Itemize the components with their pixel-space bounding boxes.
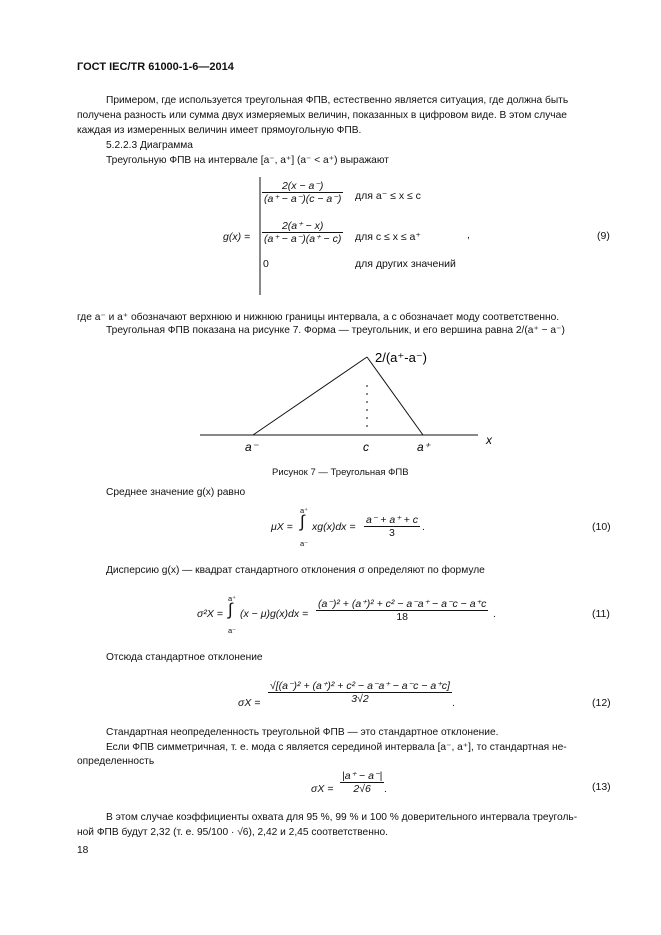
paragraph-line: Стандартная неопределенность треугольной ФПВ — это стандартное отклонение. — [106, 727, 499, 738]
paragraph-line: ной ФПВ будут 2,32 (т. е. 95/100 · √6), 2,42 и 2,45 соответственно. — [77, 827, 388, 838]
eq9-number: (9) — [597, 230, 610, 242]
eq10-lhs: μX = — [271, 521, 293, 533]
document-header: ГОСТ IEC/TR 61000-1-6—2014 — [77, 61, 234, 73]
x-axis-label: x — [486, 433, 492, 447]
eq13-denominator: 2√6 — [340, 782, 384, 795]
eq10-number: (10) — [592, 521, 611, 533]
paragraph-line: Среднее значение g(x) равно — [106, 487, 246, 498]
eq12-numerator: √[(a⁻)² + (a⁺)² + c² − a⁻a⁺ − a⁻c − a⁺c] — [270, 680, 450, 692]
figure-7 — [195, 345, 515, 465]
eq10-denominator: 3 — [364, 526, 420, 539]
a-plus-label: a⁺ — [417, 440, 431, 454]
eq13-number: (13) — [592, 781, 611, 793]
eq12-number: (12) — [592, 697, 611, 709]
eq9-case1-condition: для a⁻ ≤ x ≤ c — [355, 190, 421, 202]
eq11-lower-limit: a⁻ — [228, 626, 237, 635]
eq13-dot: . — [384, 783, 387, 795]
eq11-numerator: (a⁻)² + (a⁺)² + c² − a⁻a⁺ − a⁻c − a⁺c — [318, 598, 487, 610]
peak-label: 2/(a⁺-a⁻) — [375, 350, 428, 365]
c-label: c — [363, 440, 369, 454]
eq9-case2 — [262, 220, 343, 245]
eq9-case2-condition: для c ≤ x ≤ a⁺ — [355, 231, 421, 243]
eq10-fraction — [364, 514, 420, 539]
eq11-upper-limit: a⁺ — [228, 594, 237, 603]
eq9-case2-numerator: 2(a⁺ − x) — [281, 220, 324, 232]
eq11-dot: . — [493, 608, 496, 620]
figure-caption: Рисунок 7 — Треугольная ФПВ — [272, 467, 409, 478]
paragraph-line: получена разность или сумма двух измеряемых величин, показанных в цифровом виде. В этом случае — [77, 110, 567, 121]
eq11-fraction — [316, 598, 488, 623]
page-number: 18 — [77, 845, 89, 856]
a-minus-label: a⁻ — [245, 440, 259, 454]
eq9-comma: , — [467, 229, 470, 241]
eq9-lhs: g(x) = — [223, 231, 251, 243]
eq10-upper-limit: a⁺ — [300, 506, 309, 515]
eq10-integral-sign: ∫ — [300, 512, 305, 531]
eq13-numerator: |a⁺ − a⁻| — [342, 770, 383, 782]
eq10-numerator: a⁻ + a⁺ + c — [366, 514, 418, 526]
paragraph-line: Отсюда стандартное отклонение — [106, 652, 263, 663]
eq9-case1-numerator: 2(x − a⁻) — [281, 180, 324, 192]
eq9-case3-value: 0 — [263, 258, 269, 270]
paragraph-line: Дисперсию g(x) — квадрат стандартного отклонения σ определяют по формуле — [106, 565, 485, 576]
eq10-lower-limit: a⁻ — [300, 539, 309, 548]
eq12-dot: . — [452, 697, 455, 709]
eq11-lhs: σ²X = — [197, 608, 223, 620]
paragraph-line: В этом случае коэффициенты охвата для 95 %, 99 % и 100 % доверительного интервала треуголь- — [106, 812, 578, 823]
paragraph-line: Примером, где используется треугольная ФПВ, естественно является ситуация, где должна быть — [106, 95, 569, 106]
paragraph-line: где a⁻ и a⁺ обозначают верхнюю и нижнюю границы интервала, а c обозначает моду соответственно. — [77, 312, 560, 323]
paragraph-line: Треугольную ФПВ на интервале [a⁻, a⁺] (a⁻ < a⁺) выражают — [106, 155, 389, 166]
eq12-lhs: σX = — [238, 697, 261, 709]
section-heading: 5.2.2.3 Диаграмма — [106, 140, 193, 151]
paragraph-line: каждая из измеренных величин имеет прямоугольную ФПВ. — [77, 125, 362, 136]
eq9-case1-denominator: (a⁺ − a⁻)(c − a⁻) — [264, 193, 342, 205]
eq11-denominator: 18 — [316, 610, 488, 623]
eq9-case2-denominator: (a⁺ − a⁻)(a⁺ − c) — [264, 233, 342, 245]
paragraph-line: определенность — [77, 756, 155, 767]
eq10-integrand: xg(x)dx = — [312, 521, 356, 533]
triangle-left-edge — [253, 357, 367, 435]
paragraph-line: Если ФПВ симметричная, т. е. мода c является серединой интервала [a⁻, a⁺], то стандартная не- — [106, 742, 567, 753]
paragraph-line: Треугольная ФПВ показана на рисунке 7. Форма — треугольник, и его вершина равна 2/(a⁺ − a⁻) — [106, 325, 565, 336]
eq12-denominator: 3√2 — [268, 692, 452, 705]
eq11-integral-sign: ∫ — [228, 600, 233, 619]
eq9-case1 — [262, 180, 343, 205]
triangle-right-edge — [367, 357, 423, 435]
eq9-case3-condition: для других значений — [355, 258, 456, 270]
eq12-fraction — [268, 680, 452, 705]
eq11-number: (11) — [592, 608, 610, 620]
eq11-integrand: (x − μ)g(x)dx = — [240, 608, 309, 620]
eq13-fraction — [340, 770, 384, 795]
eq13-lhs: σX = — [311, 783, 334, 795]
eq10-dot: . — [422, 521, 425, 533]
